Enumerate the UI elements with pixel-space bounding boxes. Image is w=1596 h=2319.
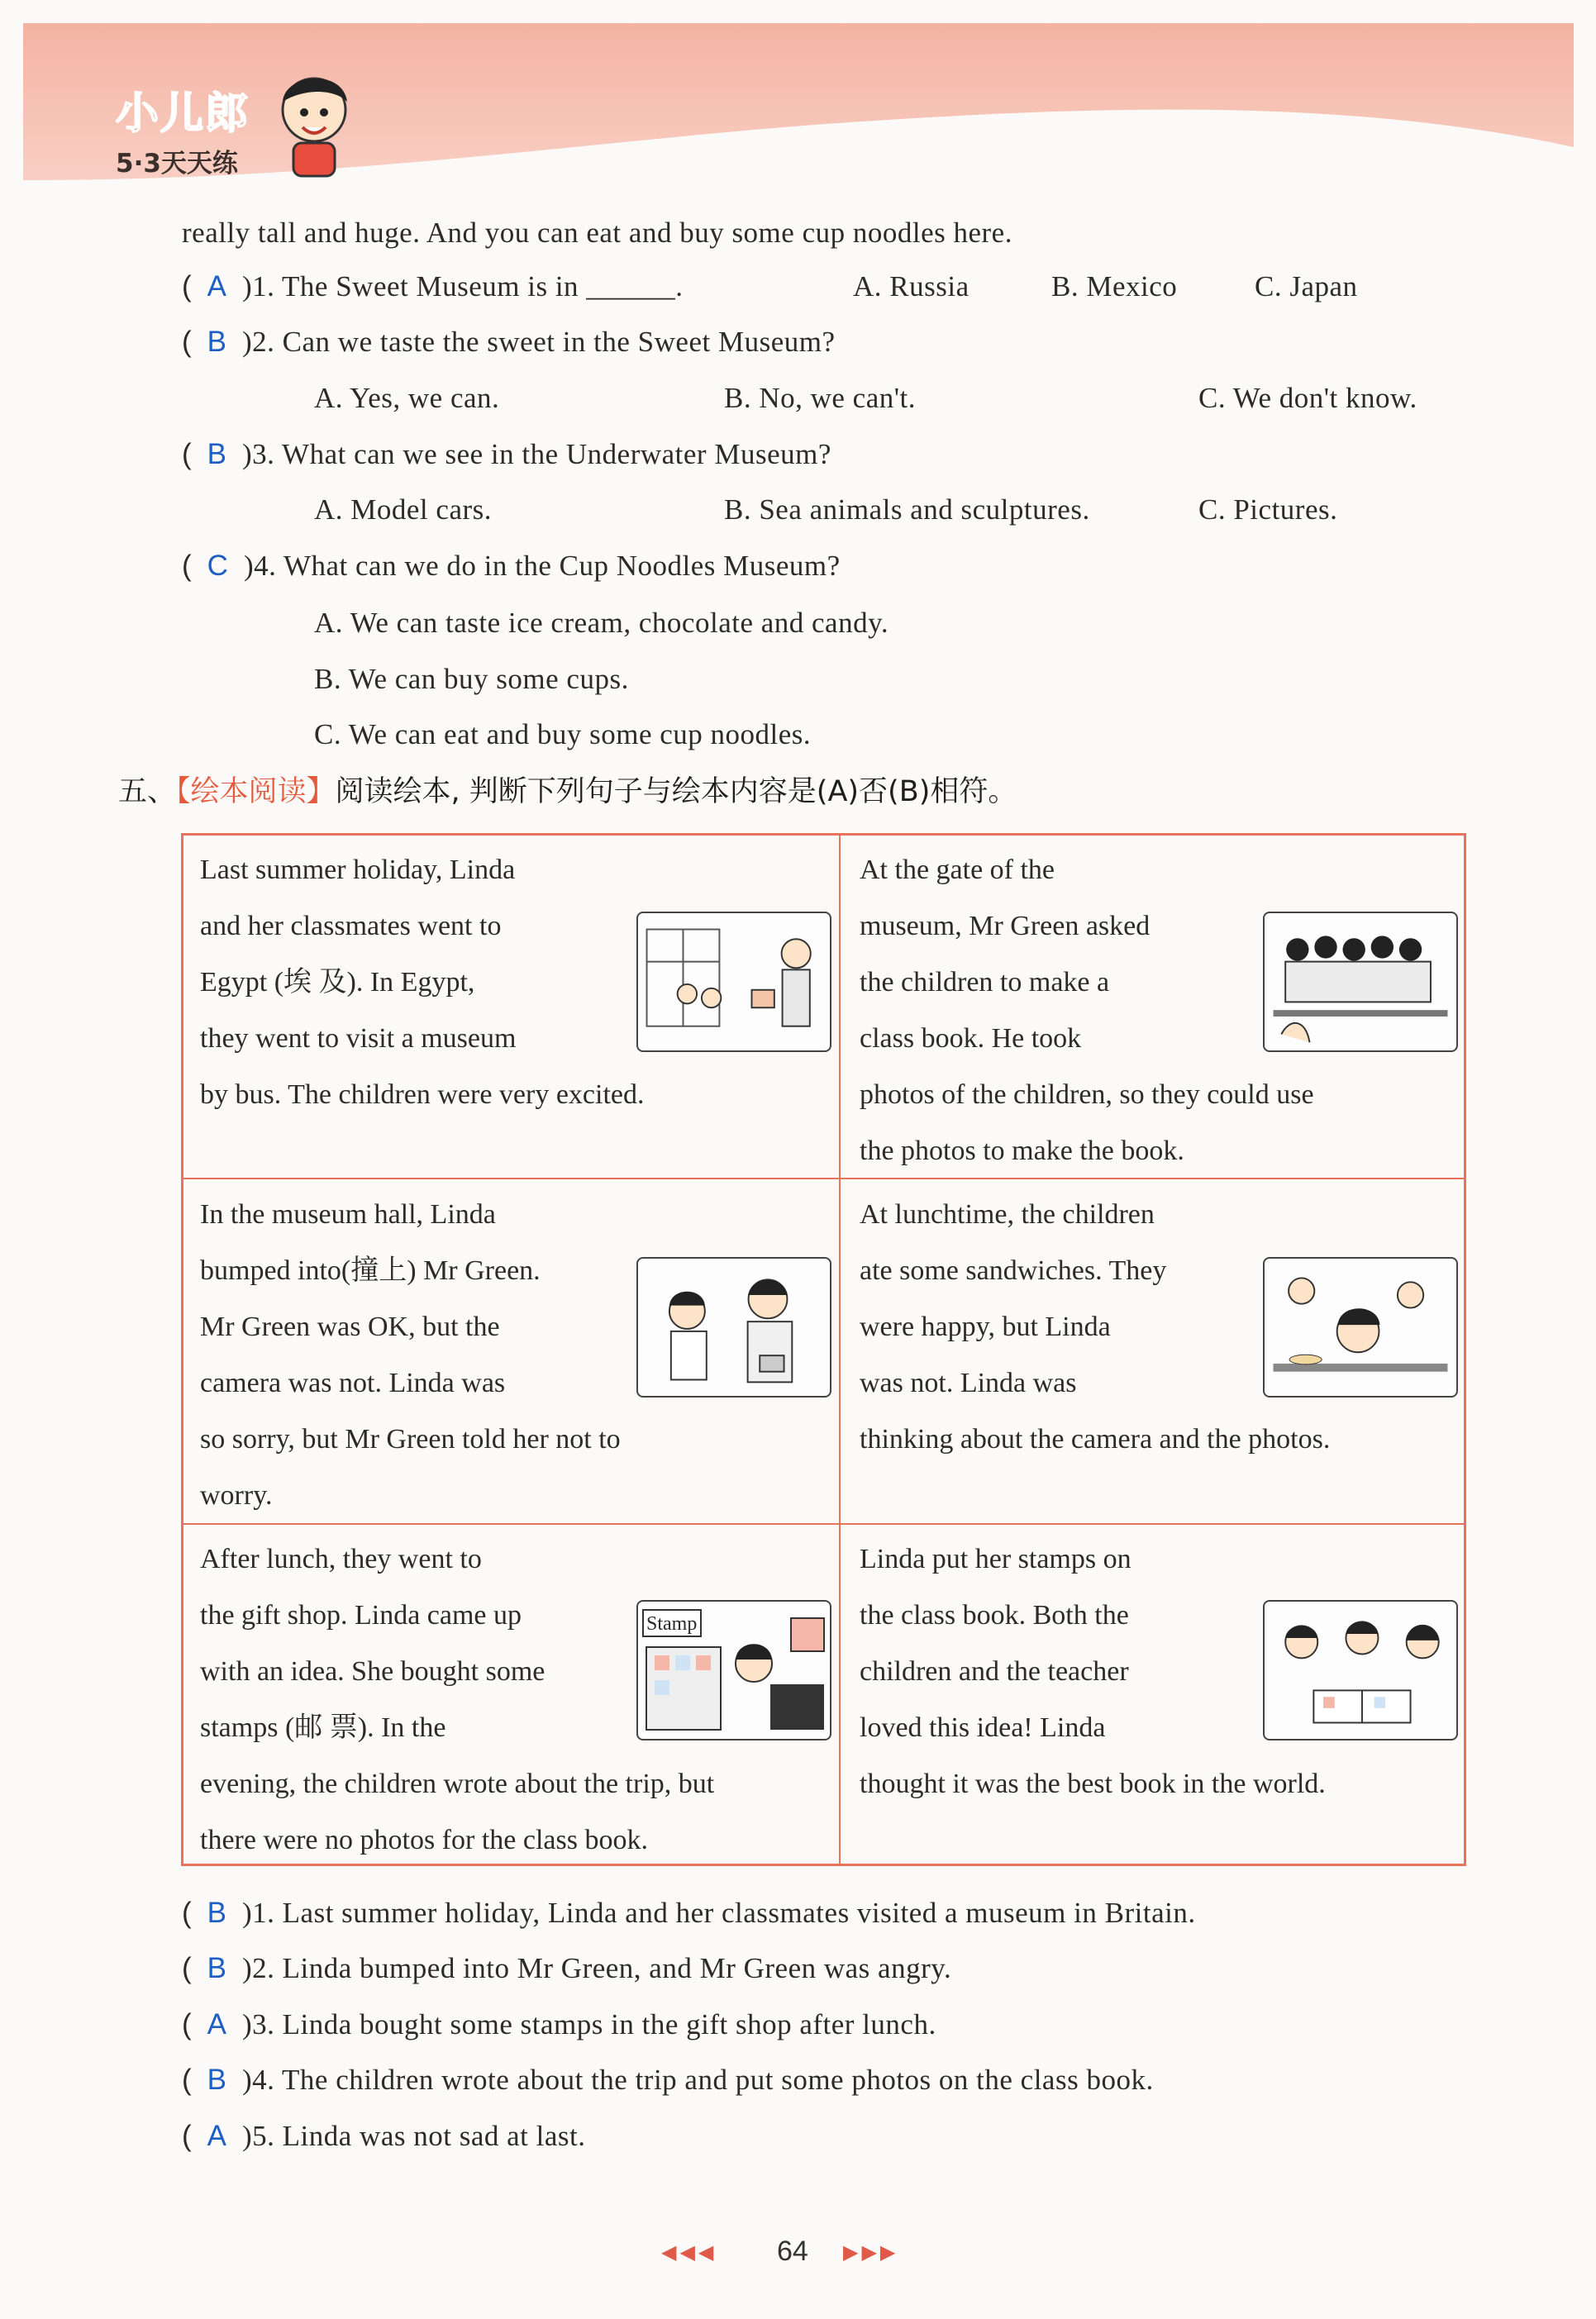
- judge-question-1-text: )1. Last summer holiday, Linda and her classmates visited a museum in Britain.: [242, 1897, 1196, 1929]
- section-number: 五、: [118, 775, 177, 808]
- question-4: ( C )4. What can we do in the Cup Noodles Museum?: [182, 550, 841, 582]
- judge-question-4-text: )4. The children wrote about the trip and put some photos on the class book.: [242, 2064, 1154, 2096]
- panel-5-line-5: evening, the children wrote about the trip, but: [200, 1769, 715, 1799]
- section-5-title: [118, 769, 1017, 810]
- q1-option-c: C. Japan: [1255, 270, 1358, 302]
- question-1: ( A )1. The Sweet Museum is in ______.: [182, 270, 684, 302]
- panel-1-line-2: and her classmates went to: [200, 911, 502, 941]
- brand-logo: [116, 79, 250, 179]
- panel-2-line-6: the photos to make the book.: [860, 1136, 1184, 1166]
- panel-4-line-4: was not. Linda was: [860, 1368, 1077, 1398]
- panel-1-line-4: they went to visit a museum: [200, 1023, 517, 1054]
- panel-3-line-6: worry.: [200, 1480, 273, 1511]
- judge-answer-5: A: [207, 2120, 227, 2152]
- q2-option-a: A. Yes, we can.: [314, 382, 500, 414]
- grid-divider-vertical: [839, 836, 841, 1864]
- judge-question-5-text: )5. Linda was not sad at last.: [242, 2120, 586, 2152]
- header-band: [23, 23, 1574, 188]
- q4-option-a: A. We can taste ice cream, chocolate and candy.: [314, 607, 889, 639]
- judge-answer-2: B: [207, 1952, 227, 1984]
- panel-6-line-3: children and the teacher: [860, 1656, 1129, 1687]
- panel-3-line-4: camera was not. Linda was: [200, 1368, 506, 1398]
- panel-2-line-5: photos of the children, so they could use: [860, 1079, 1314, 1110]
- q2-option-c: C. We don't know.: [1198, 382, 1417, 414]
- panel-2-line-2: museum, Mr Green asked: [860, 911, 1151, 941]
- judge-question-3-text: )3. Linda bought some stamps in the gift shop after lunch.: [242, 2008, 936, 2040]
- panel-2-line-3: the children to make a: [860, 967, 1110, 998]
- panel-3-line-3: Mr Green was OK, but the: [200, 1312, 500, 1342]
- class-book-illustration: [1263, 1600, 1458, 1740]
- panel-4-line-1: At lunchtime, the children: [860, 1199, 1155, 1230]
- q1-option-a: A. Russia: [853, 270, 970, 302]
- judge-question-4: ( B )4. The children wrote about the trip and put some photos on the class book.: [182, 2064, 1154, 2096]
- bus-museum-illustration: [636, 912, 831, 1052]
- q4-option-c: C. We can eat and buy some cup noodles.: [314, 718, 812, 750]
- q3-option-a: A. Model cars.: [314, 493, 493, 526]
- panel-2-line-1: At the gate of the: [860, 855, 1055, 885]
- judge-question-3: ( A )3. Linda bought some stamps in the gift shop after lunch.: [182, 2008, 936, 2040]
- picture-book-grid: [181, 833, 1466, 1866]
- question-2-text: )2. Can we taste the sweet in the Sweet Museum?: [242, 326, 836, 358]
- answer-2: B: [207, 326, 227, 358]
- page-right-arrows-icon: ▶▶▶: [843, 2240, 899, 2264]
- panel-5-line-2: the gift shop. Linda came up: [200, 1600, 522, 1631]
- stamp-sign: Stamp: [646, 1613, 698, 1635]
- q4-option-b: B. We can buy some cups.: [314, 663, 629, 695]
- judge-question-2-text: )2. Linda bumped into Mr Green, and Mr Green was angry.: [242, 1952, 952, 1984]
- answer-4: C: [207, 550, 229, 582]
- q3-option-c: C. Pictures.: [1198, 493, 1338, 526]
- judge-question-1: ( B )1. Last summer holiday, Linda and her classmates visited a museum in Britain.: [182, 1897, 1196, 1929]
- question-4-text: )4. What can we do in the Cup Noodles Museum?: [243, 550, 841, 582]
- question-1-text: )1. The Sweet Museum is in ______.: [242, 270, 684, 302]
- class-photo-illustration: [1263, 912, 1458, 1052]
- panel-5-line-4: stamps (邮 票). In the: [200, 1712, 446, 1743]
- panel-5-line-1: After lunch, they went to: [200, 1544, 482, 1574]
- judge-answer-3: A: [207, 2008, 227, 2040]
- panel-4-line-3: were happy, but Linda: [860, 1312, 1111, 1342]
- panel-3-line-5: so sorry, but Mr Green told her not to: [200, 1424, 621, 1455]
- panel-4-line-2: ate some sandwiches. They: [860, 1255, 1167, 1286]
- judge-answer-1: B: [207, 1897, 227, 1929]
- panel-6-line-5: thought it was the best book in the world.: [860, 1769, 1326, 1799]
- panel-6-line-1: Linda put her stamps on: [860, 1544, 1131, 1574]
- panel-6-line-4: loved this idea! Linda: [860, 1712, 1106, 1743]
- judge-question-5: ( A )5. Linda was not sad at last.: [182, 2120, 586, 2152]
- q1-option-b: B. Mexico: [1051, 270, 1178, 302]
- question-3-text: )3. What can we see in the Underwater Museum?: [242, 438, 831, 470]
- section-tag: 【绘本阅读】: [176, 775, 336, 808]
- panel-2-line-4: class book. He took: [860, 1023, 1082, 1054]
- mascot-boy-icon: [273, 64, 355, 180]
- section-instruction: 阅读绘本, 判断下列句子与绘本内容是(A)否(B)相符。: [335, 775, 1017, 808]
- q2-option-b: B. No, we can't.: [724, 382, 917, 414]
- panel-3-line-1: In the museum hall, Linda: [200, 1199, 496, 1230]
- panel-1-line-3: Egypt (埃 及). In Egypt,: [200, 967, 475, 998]
- page-left-arrows-icon: ◀◀◀: [661, 2240, 717, 2264]
- panel-1-line-1: Last summer holiday, Linda: [200, 855, 516, 885]
- passage-last-line: really tall and huge. And you can eat and buy some cup noodles here.: [182, 217, 1012, 249]
- panel-5-line-6: there were no photos for the class book.: [200, 1825, 648, 1855]
- panel-1-line-5: by bus. The children were very excited.: [200, 1079, 645, 1110]
- bump-camera-illustration: [636, 1257, 831, 1398]
- lunchtime-illustration: [1263, 1257, 1458, 1398]
- panel-6-line-2: the class book. Both the: [860, 1600, 1129, 1631]
- panel-4-line-5: thinking about the camera and the photos.: [860, 1424, 1331, 1455]
- panel-3-line-2: bumped into(撞上) Mr Green.: [200, 1255, 541, 1286]
- judge-question-2: ( B )2. Linda bumped into Mr Green, and Mr Green was angry.: [182, 1952, 952, 1984]
- gift-shop-illustration: [636, 1600, 831, 1740]
- logo-subtitle: 5·3天天练: [116, 149, 238, 179]
- judge-answer-4: B: [207, 2064, 227, 2096]
- answer-3: B: [207, 438, 227, 470]
- answer-1: A: [207, 270, 227, 302]
- logo-title: 小儿郎: [116, 89, 250, 139]
- q3-option-b: B. Sea animals and sculptures.: [724, 493, 1090, 526]
- page-number: 64: [777, 2236, 808, 2267]
- question-2: ( B )2. Can we taste the sweet in the Sweet Museum?: [182, 326, 836, 358]
- question-3: ( B )3. What can we see in the Underwater Museum?: [182, 438, 831, 470]
- panel-5-line-3: with an idea. She bought some: [200, 1656, 545, 1687]
